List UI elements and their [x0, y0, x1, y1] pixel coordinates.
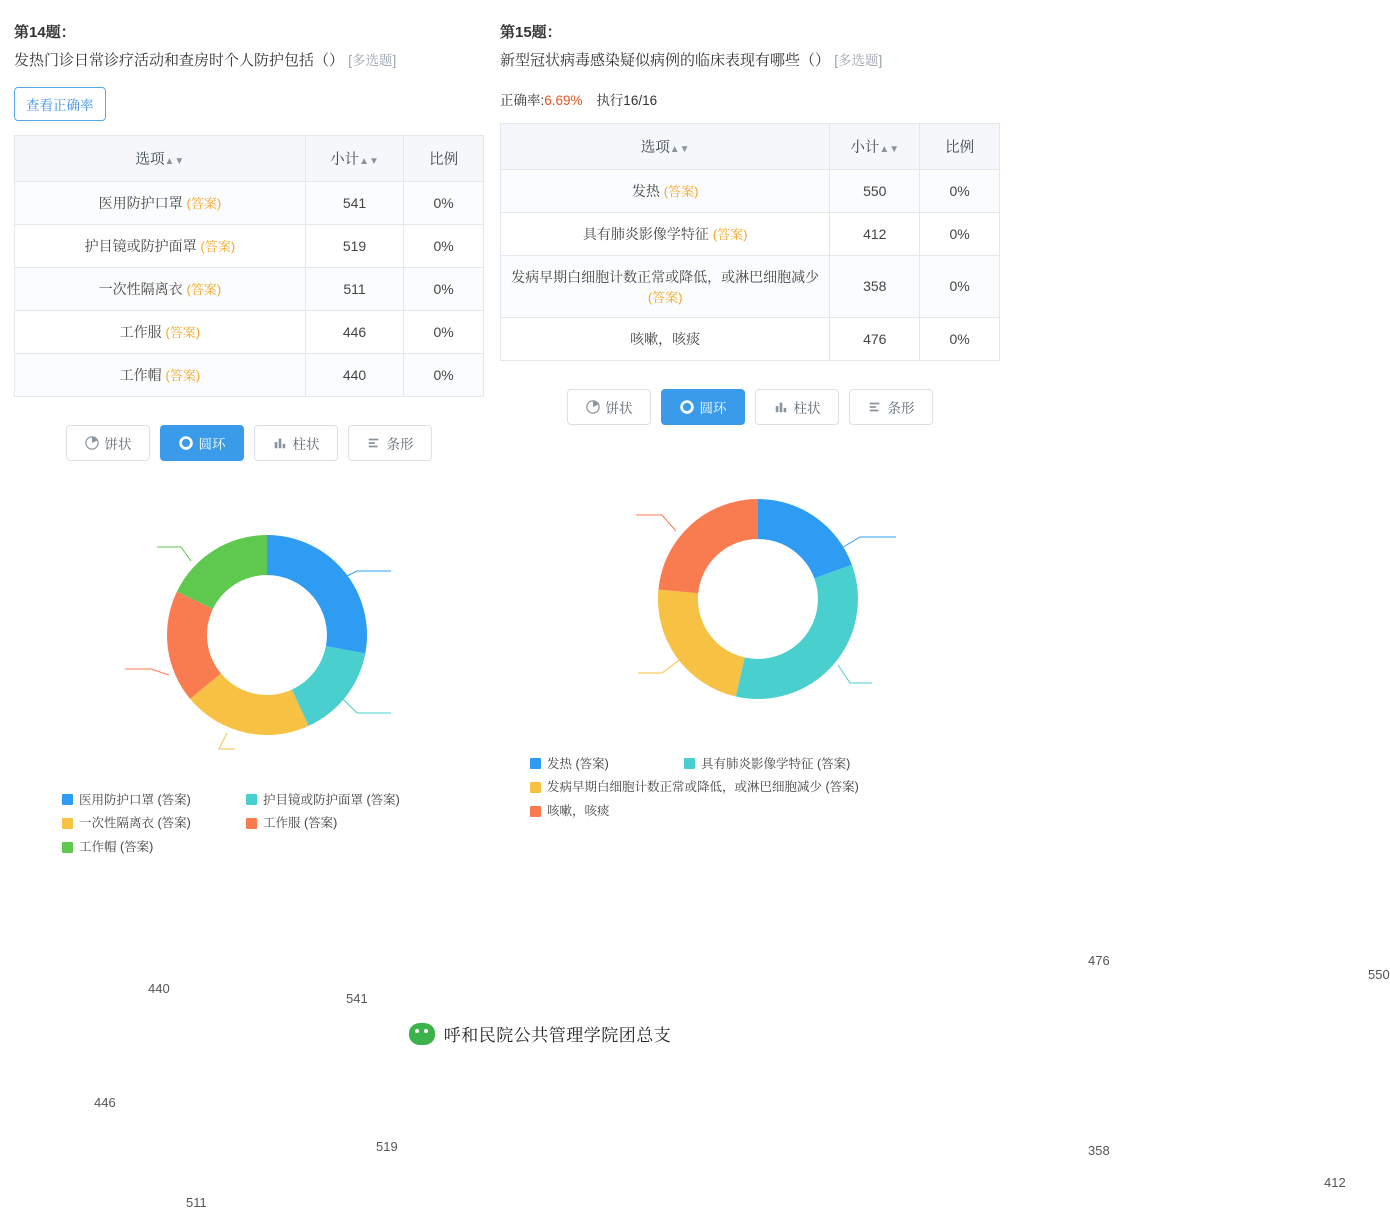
question-title-15: [500, 49, 1000, 73]
chart-type-column[interactable]: [254, 425, 338, 461]
legend-15: [500, 755, 990, 826]
cell-count: 412: [830, 212, 920, 255]
legend-swatch: [62, 818, 73, 829]
cell-count: 440: [305, 353, 403, 396]
donut-segment-4[interactable]: [658, 499, 758, 593]
wechat-icon: [409, 1023, 435, 1045]
table-row: [15, 267, 484, 310]
bar-chart-icon: [273, 436, 287, 450]
cell-count: 550: [830, 169, 920, 212]
cell-option: [501, 255, 830, 317]
data-label-446: 446: [94, 1094, 116, 1110]
column-header-count-label: 小计: [850, 139, 880, 156]
option-text: 咳嗽，咳痰: [630, 330, 701, 347]
column-header-option[interactable]: [15, 135, 306, 181]
pie-icon: [85, 436, 99, 450]
donut-segment-5[interactable]: [177, 535, 267, 609]
cell-percent: 0%: [404, 353, 484, 396]
question-header-15: [500, 0, 1000, 73]
chart-type-pie-label: 饼状: [605, 400, 633, 416]
chart-type-pie[interactable]: [567, 389, 651, 425]
column-header-count[interactable]: [305, 135, 403, 181]
question-text-14: 发热门诊日常诊疗活动和查房时个人防护包括（）: [14, 51, 345, 69]
answer-tag: (答案): [186, 281, 222, 297]
question-block-14: [14, 0, 484, 1210]
pie-icon: [586, 400, 600, 414]
answer-tag: (答案): [200, 238, 236, 254]
chart-type-bar-label: 条形: [386, 436, 414, 452]
table-row: [15, 224, 484, 267]
account-name: 呼和民院公共管理学院团总支: [443, 1026, 672, 1045]
question-number-14: 第14题：: [14, 24, 76, 41]
table-header-row: [501, 123, 1000, 169]
legend-label: 发热 (答案): [547, 756, 609, 771]
chart-type-bar-label: 条形: [887, 400, 915, 416]
option-text: 具有肺炎影像学特征: [582, 225, 709, 242]
data-label-550: 550: [1368, 966, 1390, 982]
legend-label: 咳嗽，咳痰: [547, 804, 610, 818]
answer-tag: (答案): [663, 183, 699, 199]
data-label-440: 440: [148, 980, 170, 996]
data-label-511: 511: [186, 1194, 207, 1210]
legend-item[interactable]: [684, 755, 944, 774]
chart-type-column-label: 柱状: [793, 400, 821, 416]
cell-option: [15, 181, 306, 224]
answer-tag: (答案): [186, 195, 222, 211]
execute-count: 执行16/16: [596, 92, 658, 108]
data-label-412: 412: [1324, 1174, 1346, 1190]
accuracy-value: 6.69%: [544, 92, 583, 108]
cell-count: 519: [305, 224, 403, 267]
legend-swatch: [62, 842, 73, 853]
donut-segment-3[interactable]: [658, 589, 745, 696]
chart-type-pie[interactable]: [66, 425, 150, 461]
column-header-option[interactable]: [501, 123, 830, 169]
legend-label: 工作服 (答案): [263, 816, 338, 831]
column-header-percent: 比例: [920, 123, 1000, 169]
option-text: 发病早期白细胞计数正常或降低，或淋巴细胞减少: [511, 268, 820, 285]
column-header-count[interactable]: [830, 123, 920, 169]
option-text: 工作帽: [119, 366, 162, 383]
legend-label: 具有肺炎影像学特征 (答案): [701, 756, 851, 771]
cell-count: 511: [305, 267, 403, 310]
chart-type-column-label: 柱状: [292, 436, 320, 452]
chart-type-donut[interactable]: [160, 425, 244, 461]
legend-item[interactable]: [530, 778, 960, 797]
horizontal-bar-icon: [868, 400, 882, 414]
data-label-358: 358: [1088, 1142, 1110, 1158]
cell-percent: 0%: [920, 212, 1000, 255]
cell-percent: 0%: [404, 267, 484, 310]
question-type-14: [多选题]: [348, 52, 397, 68]
bar-chart-icon: [774, 400, 788, 414]
table-row: [15, 181, 484, 224]
legend-swatch: [530, 758, 541, 769]
sort-icon[interactable]: ▲▼: [359, 155, 379, 167]
option-text: 医用防护口罩: [98, 194, 183, 211]
legend-swatch: [684, 758, 695, 769]
cell-option: [15, 310, 306, 353]
data-label-519: 519: [376, 1138, 398, 1154]
stats-table-14: [14, 135, 484, 397]
answer-tag: (答案): [165, 324, 201, 340]
option-text: 工作服: [119, 323, 162, 340]
sort-icon[interactable]: ▲▼: [879, 143, 900, 155]
cell-percent: 0%: [920, 317, 1000, 360]
chart-type-donut-label: 圆环: [699, 400, 727, 416]
table-row: [501, 169, 1000, 212]
donut-icon: [179, 436, 193, 450]
cell-option: [501, 317, 830, 360]
question-type-15: [多选题]: [834, 52, 883, 68]
sort-icon[interactable]: ▲▼: [669, 143, 690, 155]
legend-item[interactable]: [62, 814, 232, 833]
chart-type-donut-label: 圆环: [198, 436, 226, 452]
option-text: 发热: [631, 182, 660, 199]
donut-chart-14-svg: [39, 485, 459, 775]
cell-option: [15, 224, 306, 267]
chart-type-switch-15: [500, 389, 1000, 425]
cell-percent: 0%: [404, 310, 484, 353]
chart-type-bar[interactable]: [849, 389, 933, 425]
cell-option: [501, 169, 830, 212]
donut-segment-1[interactable]: [267, 535, 367, 654]
column-header-option-label: 选项: [640, 139, 670, 156]
cell-count: 358: [830, 255, 920, 317]
cell-count: 476: [830, 317, 920, 360]
option-text: 一次性隔离衣: [98, 280, 183, 297]
legend-item[interactable]: [62, 791, 232, 810]
cell-percent: 0%: [920, 255, 1000, 317]
answer-tag: (答案): [165, 367, 201, 383]
accuracy-label: 正确率:: [500, 92, 545, 108]
legend-swatch: [246, 794, 257, 805]
option-text: 护目镜或防护面罩: [84, 237, 197, 254]
data-label-541: 541: [346, 990, 368, 1006]
legend-item[interactable]: [530, 802, 960, 821]
table-row: [15, 310, 484, 353]
table-row: [15, 353, 484, 396]
view-accuracy-button[interactable]: 查看正确率: [14, 87, 106, 121]
legend-swatch: [530, 806, 541, 817]
cell-option: [15, 353, 306, 396]
donut-segment-2[interactable]: [736, 564, 858, 698]
legend-swatch: [530, 782, 541, 793]
donut-chart-15-svg: [520, 449, 980, 739]
legend-label: 发病早期白细胞计数正常或降低，或淋巴细胞减少 (答案): [547, 780, 859, 795]
answer-tag: (答案): [647, 289, 683, 305]
cell-option: [501, 212, 830, 255]
cell-count: 446: [305, 310, 403, 353]
question-header-14: [14, 0, 484, 73]
legend-item[interactable]: [62, 838, 232, 857]
column-header-count-label: 小计: [330, 151, 360, 168]
legend-item[interactable]: [246, 814, 436, 833]
chart-type-bar[interactable]: [348, 425, 432, 461]
cell-percent: 0%: [404, 224, 484, 267]
legend-label: 护目镜或防护面罩 (答案): [263, 792, 400, 807]
legend-swatch: [62, 794, 73, 805]
legend-item[interactable]: [530, 755, 670, 774]
accuracy-row-15: [500, 89, 1000, 109]
question-number-15: 第15题：: [500, 24, 562, 41]
sort-icon[interactable]: ▲▼: [164, 155, 185, 167]
stats-table-15: [500, 123, 1000, 361]
donut-icon: [680, 400, 694, 414]
table-row: [501, 317, 1000, 360]
legend-label: 工作帽 (答案): [79, 840, 154, 854]
chart-type-pie-label: 饼状: [104, 436, 132, 452]
cell-count: 541: [305, 181, 403, 224]
table-header-row: [15, 135, 484, 181]
answer-tag: (答案): [712, 226, 748, 242]
cell-option: [15, 267, 306, 310]
legend-item[interactable]: [246, 791, 436, 810]
legend-label: 一次性隔离衣 (答案): [79, 816, 191, 831]
legend-swatch: [246, 818, 257, 829]
chart-type-donut[interactable]: [661, 389, 745, 425]
column-header-option-label: 选项: [135, 151, 165, 168]
data-label-476: 476: [1088, 952, 1110, 968]
cell-percent: 0%: [920, 169, 1000, 212]
donut-segment-1[interactable]: [758, 499, 852, 578]
question-title-14: [14, 49, 484, 73]
horizontal-bar-icon: [367, 436, 381, 450]
legend-14: [14, 791, 462, 862]
column-header-percent: 比例: [404, 135, 484, 181]
cell-percent: 0%: [404, 181, 484, 224]
table-row: [501, 212, 1000, 255]
question-text-15: 新型冠状病毒感染疑似病例的临床表现有哪些（）: [500, 51, 831, 69]
legend-label: 医用防护口罩 (答案): [79, 792, 191, 807]
chart-type-switch-14: [14, 425, 484, 461]
table-row: [501, 255, 1000, 317]
footer-watermark: [0, 1021, 1080, 1046]
chart-type-column[interactable]: [755, 389, 839, 425]
